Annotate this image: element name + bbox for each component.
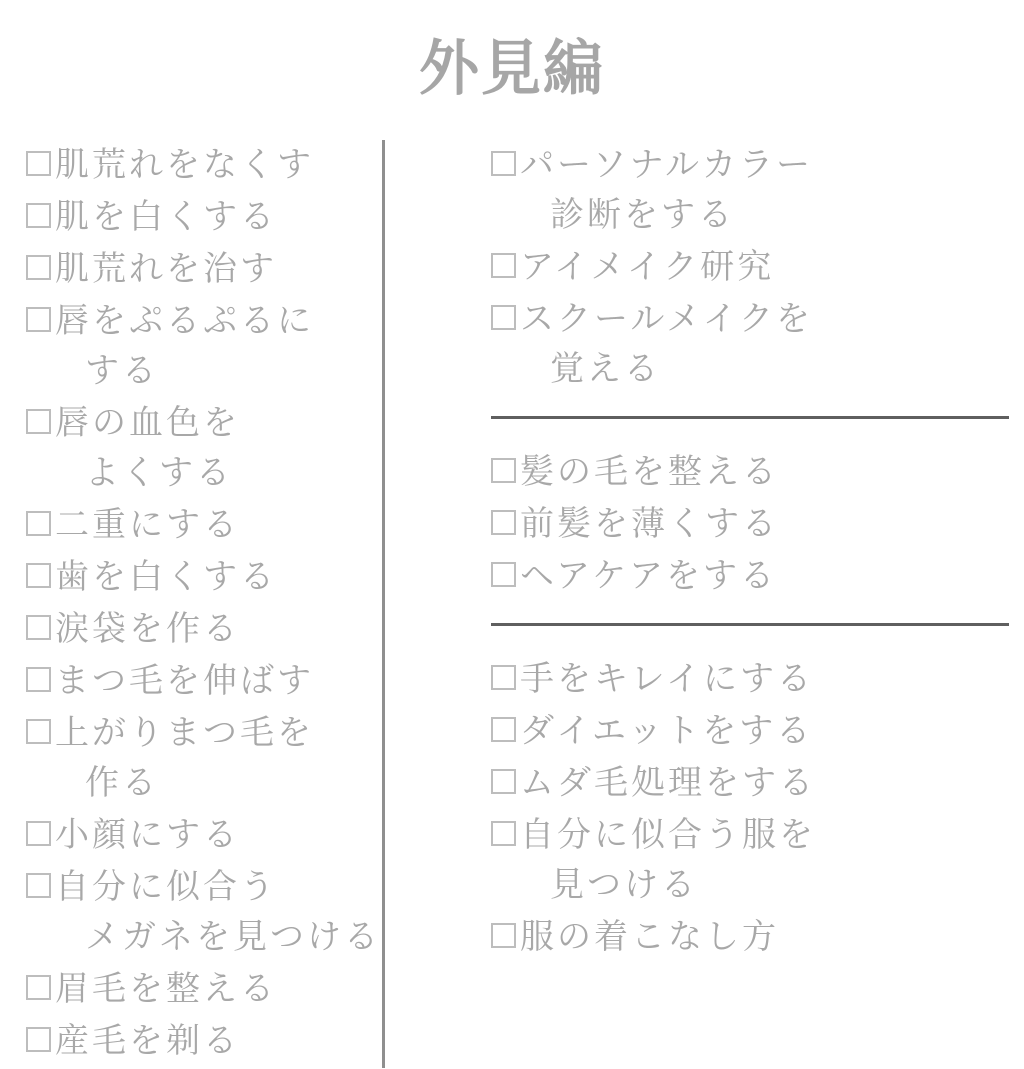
checklist-columns <box>0 140 1024 1068</box>
checkbox-icon[interactable] <box>491 821 516 846</box>
checklist-item[interactable] <box>26 810 382 860</box>
checklist-item-line: 手をキレイにする <box>520 659 814 699</box>
checklist-group <box>491 654 1024 962</box>
checklist-item-line: ムダ毛処理をする <box>520 763 816 803</box>
checklist-item-text <box>55 296 382 396</box>
checklist-item-line: アイメイク研究 <box>520 247 775 287</box>
checklist-item[interactable] <box>26 964 382 1014</box>
checklist-item-text <box>520 242 1024 292</box>
checklist-item-text <box>55 810 382 860</box>
checklist-item[interactable] <box>26 862 382 962</box>
checklist-item-text <box>55 192 382 242</box>
checklist-item[interactable] <box>26 192 382 242</box>
checklist-item-line: 作る <box>85 763 159 803</box>
checkbox-icon[interactable] <box>26 409 51 434</box>
checkbox-icon[interactable] <box>491 458 516 483</box>
checklist-item[interactable] <box>491 758 1024 808</box>
checklist-item-text <box>55 964 382 1014</box>
checkbox-icon[interactable] <box>26 821 51 846</box>
checkbox-icon[interactable] <box>26 563 51 588</box>
checkbox-icon[interactable] <box>491 717 516 742</box>
checklist-item-line: 肌荒れをなくす <box>55 145 314 185</box>
checklist-item-line: 小顔にする <box>55 815 240 855</box>
checklist-item-text <box>55 1016 382 1066</box>
checkbox-icon[interactable] <box>491 151 516 176</box>
checklist-group <box>491 140 1024 394</box>
checklist-item-text <box>520 551 1024 601</box>
checklist-item-text <box>520 447 1024 497</box>
checklist-item-text <box>520 499 1024 549</box>
checklist-item[interactable] <box>491 447 1024 497</box>
checklist-item-line: 歯を白くする <box>55 557 277 597</box>
checkbox-icon[interactable] <box>26 307 51 332</box>
page-title: 外見編 <box>419 34 605 104</box>
checkbox-icon[interactable] <box>491 665 516 690</box>
checklist-item[interactable] <box>491 499 1024 549</box>
checklist-item[interactable] <box>26 656 382 706</box>
checklist-item[interactable] <box>26 1016 382 1066</box>
checkbox-icon[interactable] <box>491 305 516 330</box>
checklist-item-text <box>520 654 1024 704</box>
checklist-item-line: する <box>85 351 159 391</box>
checklist-item-text <box>55 862 382 962</box>
checklist-item[interactable] <box>491 810 1024 910</box>
checklist-item-text <box>520 758 1024 808</box>
checkbox-icon[interactable] <box>491 923 516 948</box>
checklist-item[interactable] <box>491 912 1024 962</box>
checklist-item-line: スクールメイクを <box>520 299 813 339</box>
checklist-item-line: 上がりまつ毛を <box>55 713 314 753</box>
checklist-item[interactable] <box>491 654 1024 704</box>
checklist-item-line: よくする <box>85 453 233 493</box>
checklist-item-text <box>520 294 1024 394</box>
checkbox-icon[interactable] <box>26 511 51 536</box>
checkbox-icon[interactable] <box>26 615 51 640</box>
checklist-item[interactable] <box>26 708 382 808</box>
checklist-item[interactable] <box>26 398 382 498</box>
checklist-item-line: 唇の血色を <box>55 403 240 443</box>
checklist-item-line: 肌荒れを治す <box>55 249 277 289</box>
checkbox-icon[interactable] <box>491 562 516 587</box>
checklist-item-line: 自分に似合う服を <box>520 815 816 855</box>
checkbox-icon[interactable] <box>26 975 51 1000</box>
checklist-item-text <box>55 656 382 706</box>
checklist-item-text <box>55 244 382 294</box>
checkbox-icon[interactable] <box>491 769 516 794</box>
checklist-item-line: メガネを見つける <box>85 917 381 957</box>
checkbox-icon[interactable] <box>26 255 51 280</box>
checklist-item-line: 眉毛を整える <box>55 969 277 1009</box>
checklist-item[interactable] <box>491 706 1024 756</box>
checklist-item[interactable] <box>26 140 382 190</box>
checkbox-icon[interactable] <box>491 510 516 535</box>
checklist-column-left <box>0 140 385 1068</box>
checklist-item-text <box>55 398 382 498</box>
checkbox-icon[interactable] <box>26 203 51 228</box>
checklist-item[interactable] <box>26 244 382 294</box>
section-divider <box>491 416 1009 419</box>
checklist-item-line: 前髪を薄くする <box>520 504 779 544</box>
checklist-item-text <box>520 140 1024 240</box>
checklist-item-line: 唇をぷるぷるに <box>55 301 314 341</box>
checklist-item[interactable] <box>26 552 382 602</box>
checklist-item[interactable] <box>491 294 1024 394</box>
checkbox-icon[interactable] <box>491 253 516 278</box>
checkbox-icon[interactable] <box>26 151 51 176</box>
checklist-item[interactable] <box>491 551 1024 601</box>
checklist-item[interactable] <box>26 500 382 550</box>
checklist-item-text <box>55 552 382 602</box>
section-divider <box>491 623 1009 626</box>
checkbox-icon[interactable] <box>26 873 51 898</box>
checklist-item-line: 髪の毛を整える <box>520 452 779 492</box>
checklist-item-text <box>55 708 382 808</box>
checklist-item-line: 診断をする <box>550 195 735 235</box>
checklist-item-line: ダイエットをする <box>520 711 814 751</box>
checklist-item-text <box>520 706 1024 756</box>
checklist-item-text <box>55 604 382 654</box>
checklist-item-text <box>55 140 382 190</box>
checklist-item[interactable] <box>491 242 1024 292</box>
checklist-item[interactable] <box>26 604 382 654</box>
checklist-item-line: 涙袋を作る <box>55 609 240 649</box>
checklist-item-text <box>520 912 1024 962</box>
checklist-item-line: ヘアケアをする <box>520 556 777 596</box>
checklist-item-line: 自分に似合う <box>55 867 277 907</box>
checklist-item-line: 産毛を剃る <box>55 1021 240 1061</box>
checklist-item-line: 覚える <box>550 349 661 389</box>
checklist-group <box>491 447 1024 601</box>
checklist-item-line: 二重にする <box>55 505 240 545</box>
checklist-item[interactable] <box>26 296 382 396</box>
checkbox-icon[interactable] <box>26 719 51 744</box>
checklist-item-line: パーソナルカラー <box>520 145 813 185</box>
checkbox-icon[interactable] <box>26 667 51 692</box>
checklist-item-line: 見つける <box>550 865 698 905</box>
checkbox-icon[interactable] <box>26 1027 51 1052</box>
checklist-item[interactable] <box>491 140 1024 240</box>
checklist-item-text <box>55 500 382 550</box>
checklist-column-right <box>385 140 1024 964</box>
checklist-item-line: 服の着こなし方 <box>520 917 779 957</box>
checklist-item-line: まつ毛を伸ばす <box>55 661 314 701</box>
checklist-item-text <box>520 810 1024 910</box>
checklist-item-line: 肌を白くする <box>55 197 277 237</box>
